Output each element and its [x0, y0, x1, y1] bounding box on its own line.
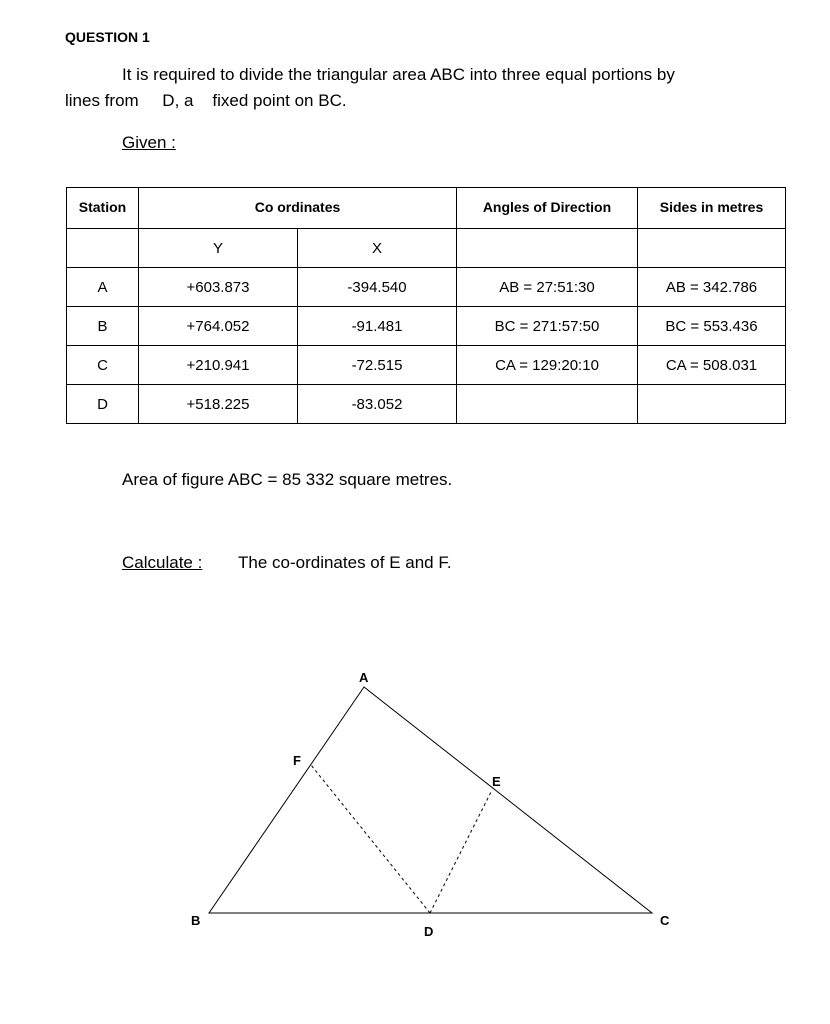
angle-cell: CA = 129:20:10 — [457, 346, 638, 385]
header-angles: Angles of Direction — [457, 188, 638, 229]
station-cell: D — [67, 385, 139, 424]
angle-cell: BC = 271:57:50 — [457, 307, 638, 346]
y-cell: +603.873 — [139, 268, 298, 307]
side-cell: CA = 508.031 — [638, 346, 786, 385]
vertex-label-a: A — [359, 670, 369, 685]
intro-line-1: It is required to divide the triangular area ABC into three equal portions by — [122, 65, 675, 84]
station-cell: C — [67, 346, 139, 385]
header-coordinates: Co ordinates — [139, 188, 457, 229]
side-cell: BC = 553.436 — [638, 307, 786, 346]
x-cell: -83.052 — [298, 385, 457, 424]
vertex-label-c: C — [660, 913, 670, 928]
vertex-label-f: F — [293, 753, 301, 768]
intro-line-2: lines from D, a fixed point on BC. — [65, 91, 347, 110]
triangle-abc — [209, 687, 652, 913]
calculate-label: Calculate : — [122, 553, 203, 572]
station-cell: A — [67, 268, 139, 307]
vertex-label-d: D — [424, 924, 434, 939]
calculate-text: The co-ordinates of E and F. — [238, 553, 452, 572]
x-cell: -91.481 — [298, 307, 457, 346]
header-station: Station — [67, 188, 139, 229]
area-statement: Area of figure ABC = 85 332 square metres. — [122, 470, 453, 489]
vertex-label-b: B — [191, 913, 201, 928]
y-cell: +518.225 — [139, 385, 298, 424]
y-cell: +210.941 — [139, 346, 298, 385]
question-heading: QUESTION 1 — [65, 29, 150, 45]
vertex-label-e: E — [492, 774, 501, 789]
header-sides: Sides in metres — [638, 188, 786, 229]
side-cell: AB = 342.786 — [638, 268, 786, 307]
y-cell: +764.052 — [139, 307, 298, 346]
subheader-x: X — [298, 229, 457, 268]
division-line-df — [311, 765, 430, 913]
x-cell: -72.515 — [298, 346, 457, 385]
given-label: Given : — [122, 133, 176, 152]
x-cell: -394.540 — [298, 268, 457, 307]
division-line-de — [430, 790, 492, 913]
angle-cell: AB = 27:51:30 — [457, 268, 638, 307]
station-cell: B — [67, 307, 139, 346]
subheader-y: Y — [139, 229, 298, 268]
